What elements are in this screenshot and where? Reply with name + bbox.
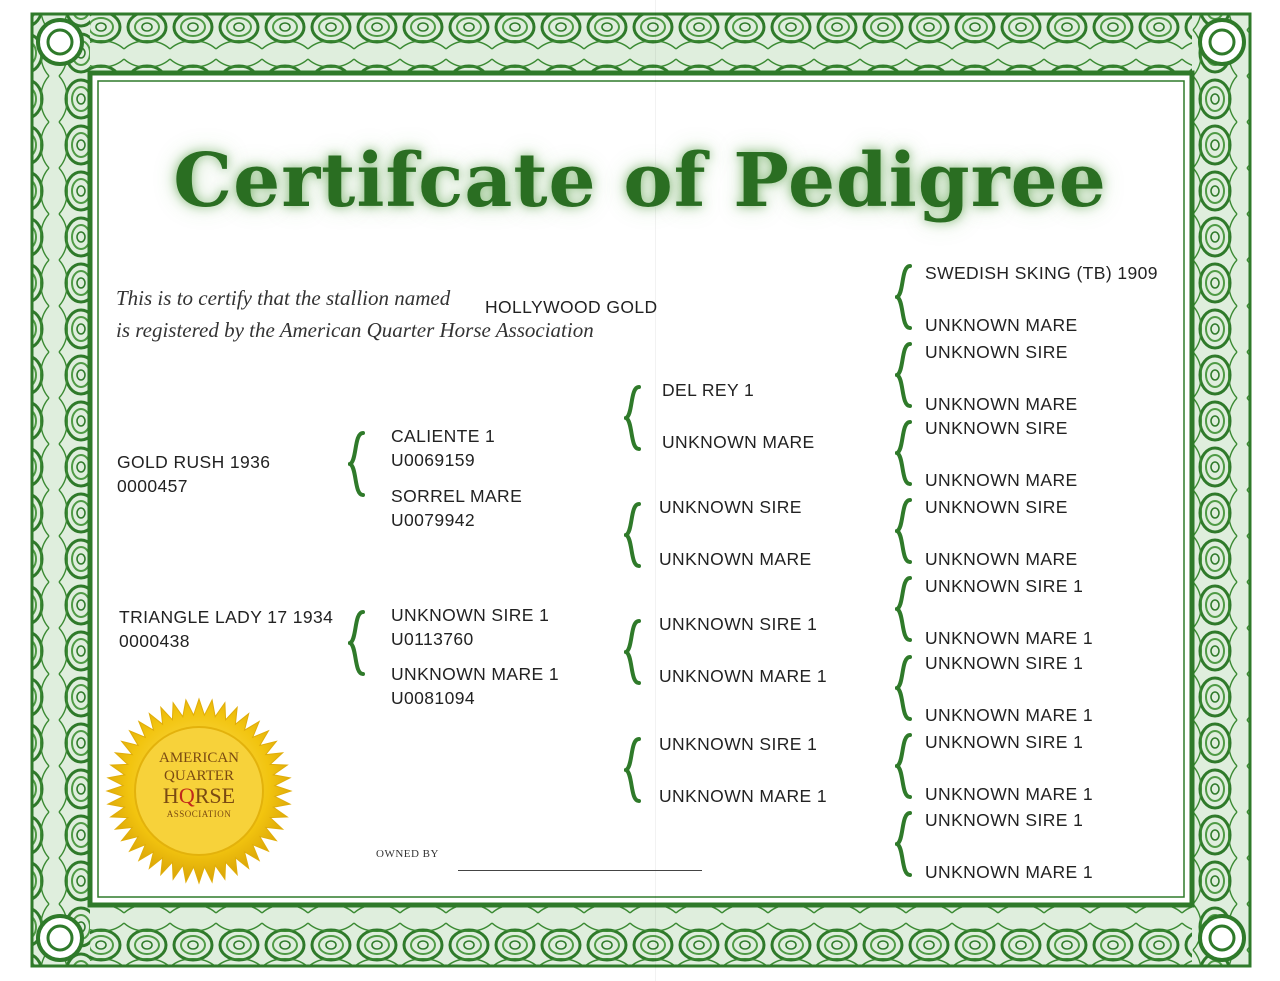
- gen2-reg-3: U0113760: [391, 629, 474, 649]
- aqha-seal: [104, 696, 294, 886]
- gen3-item-8: UNKNOWN MARE 1: [659, 786, 827, 806]
- gen2-name-2: SORREL MARE: [391, 486, 523, 506]
- owned-by-line: [458, 870, 702, 871]
- gen4-item-8: UNKNOWN MARE: [925, 549, 1078, 569]
- gen3-item-5: UNKNOWN SIRE 1: [659, 614, 818, 634]
- owned-by-label: OWNED BY: [376, 848, 439, 860]
- gen2-name-4: UNKNOWN MARE 1: [391, 664, 559, 684]
- certificate-title: Certifcate of Pedigree: [173, 138, 1107, 224]
- svg-text:HQRSE: HQRSE: [162, 783, 236, 808]
- gen4-item-4: UNKNOWN MARE: [925, 394, 1078, 414]
- sire-name: GOLD RUSH 1936: [117, 452, 271, 472]
- gen4-item-11: UNKNOWN SIRE 1: [925, 653, 1084, 673]
- brace-icon: [895, 576, 913, 642]
- intro-line-1: This is to certify that the stallion named: [116, 286, 451, 310]
- brace-icon: [624, 385, 642, 451]
- gen4-item-13: UNKNOWN SIRE 1: [925, 732, 1084, 752]
- gen4-item-15: UNKNOWN SIRE 1: [925, 810, 1084, 830]
- brace-icon: [895, 420, 913, 486]
- brace-icon: [895, 733, 913, 799]
- gen4-item-12: UNKNOWN MARE 1: [925, 705, 1093, 725]
- brace-icon: [624, 737, 642, 803]
- brace-icon: [895, 342, 913, 408]
- gen4-item-9: UNKNOWN SIRE 1: [925, 576, 1084, 596]
- gen3-item-2: UNKNOWN MARE: [662, 432, 815, 452]
- gen2-reg-1: U0069159: [391, 450, 475, 470]
- brace-icon: [348, 431, 366, 497]
- gen4-item-2: UNKNOWN MARE: [925, 315, 1078, 335]
- intro-line-2: is registered by the American Quarter Horse Association: [116, 318, 594, 342]
- gen4-item-14: UNKNOWN MARE 1: [925, 784, 1093, 804]
- gen3-item-7: UNKNOWN SIRE 1: [659, 734, 818, 754]
- brace-icon: [895, 498, 913, 564]
- brace-icon: [624, 502, 642, 568]
- gen4-item-7: UNKNOWN SIRE: [925, 497, 1068, 517]
- brace-icon: [624, 619, 642, 685]
- svg-text:QUARTER: QUARTER: [164, 768, 234, 784]
- brace-icon: [348, 610, 366, 676]
- gen2-name-1: CALIENTE 1: [391, 426, 496, 446]
- gen2-reg-4: U0081094: [391, 688, 475, 708]
- gen4-item-3: UNKNOWN SIRE: [925, 342, 1068, 362]
- dam-registration: 0000438: [119, 631, 190, 651]
- gen3-item-4: UNKNOWN MARE: [659, 549, 812, 569]
- svg-text:ASSOCIATION: ASSOCIATION: [166, 809, 232, 819]
- gen2-reg-2: U0079942: [391, 510, 475, 530]
- brace-icon: [895, 264, 913, 330]
- gen4-item-1: SWEDISH SKING (TB) 1909: [925, 263, 1158, 283]
- gen4-item-6: UNKNOWN MARE: [925, 470, 1078, 490]
- gen3-item-3: UNKNOWN SIRE: [659, 497, 802, 517]
- gen4-item-5: UNKNOWN SIRE: [925, 418, 1068, 438]
- dam-name: TRIANGLE LADY 17 1934: [119, 607, 334, 627]
- gen4-item-10: UNKNOWN MARE 1: [925, 628, 1093, 648]
- brace-icon: [895, 655, 913, 721]
- gen4-item-16: UNKNOWN MARE 1: [925, 862, 1093, 882]
- sire-registration: 0000457: [117, 476, 188, 496]
- gen2-name-3: UNKNOWN SIRE 1: [391, 605, 550, 625]
- svg-text:AMERICAN: AMERICAN: [158, 750, 240, 766]
- brace-icon: [895, 811, 913, 877]
- gen3-item-6: UNKNOWN MARE 1: [659, 666, 827, 686]
- horse-name: HOLLYWOOD GOLD: [485, 297, 658, 317]
- gen3-item-1: DEL REY 1: [662, 380, 755, 400]
